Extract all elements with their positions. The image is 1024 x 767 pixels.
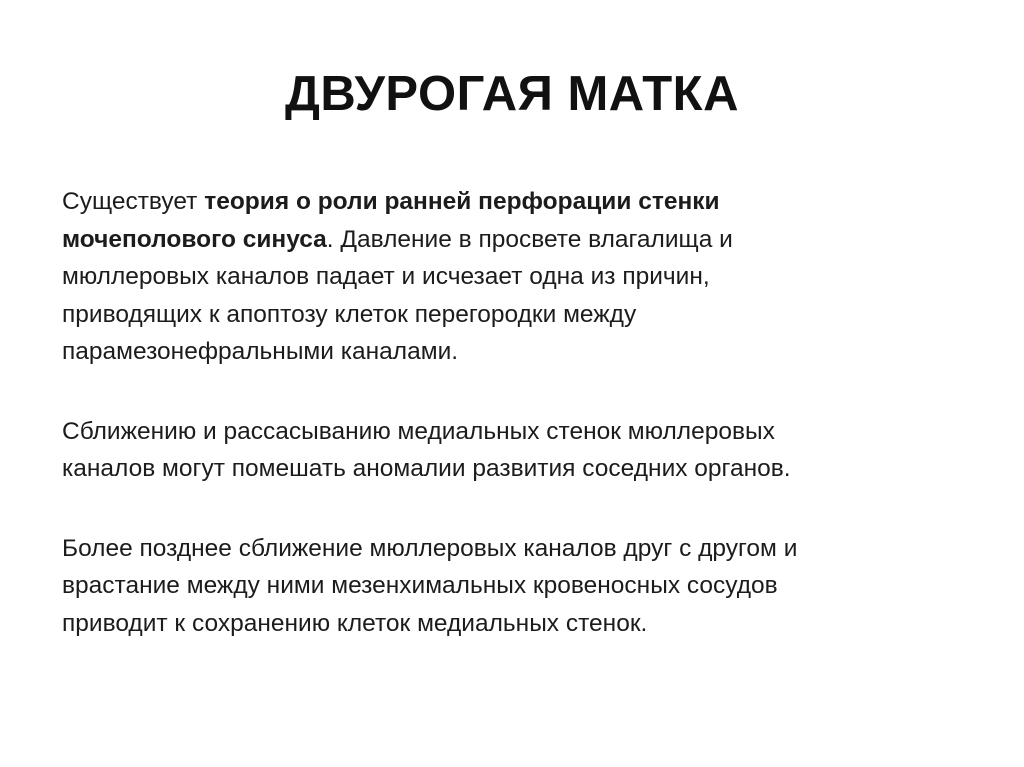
p1-line-4-text: приводящих к апоптозу клеток перегородки между — [62, 300, 637, 328]
p1-line-5-text: парамезонефральными каналами. — [62, 338, 459, 365]
slide-body — [62, 183, 962, 642]
slide-title: ДВУРОГАЯ МАТКА — [285, 67, 739, 121]
p1-line-1-text: Существует — [62, 188, 205, 215]
p3-line-3-text: приводит к сохранению клеток медиальных стенок. — [62, 609, 648, 637]
p3-line-1-text: Более позднее сближение мюллеровых каналов друг с другом и — [62, 534, 798, 562]
paragraph-1 — [62, 183, 962, 371]
p2-line-2-text: каналов могут помешать аномалии развития соседних органов. — [62, 455, 791, 482]
paragraph-3 — [62, 530, 962, 643]
p1-line-2-bold-text: мочеполового синуса — [62, 225, 327, 253]
paragraph-2 — [62, 413, 962, 488]
p3-line-2-text: врастание между ними мезенхимальных кровеносных сосудов — [62, 572, 778, 599]
p1-line-3-text: мюллеровых каналов падает и исчезает одна из причин, — [62, 263, 710, 290]
p1-line-2-text: . Давление в просвете влагалища и — [326, 225, 733, 253]
p1-line-1-bold-text: теория о роли ранней перфорации стенки — [204, 188, 720, 215]
p2-line-1-text: Сближению и рассасыванию медиальных стенок мюллеровых — [62, 417, 775, 445]
